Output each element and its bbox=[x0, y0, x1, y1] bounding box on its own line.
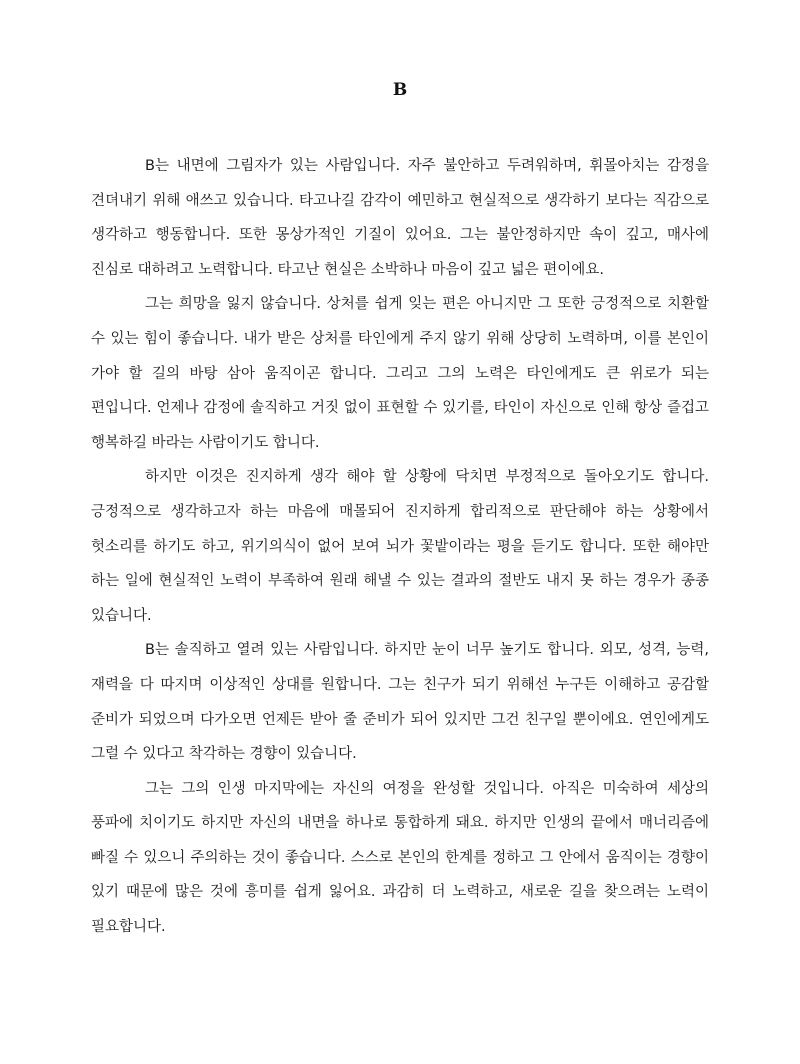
paragraph: B는 내면에 그림자가 있는 사람입니다. 자주 불안하고 두려워하며, 휘몰아치는 감정을 견뎌내기 위해 애쓰고 있습니다. 타고나길 감각이 예민하고 현실적으로 생각하기 보다는 직감으로 생각하고 행동합니다. 또한 몽상가적인 기질이 있어요. 그는 불안정하지만 속이 깊고, 매사에 진심로 대하려고 노력합니다. 타고난 현실은 소박하나 마음이 깊고 넓은 편이에요. bbox=[91, 158, 709, 278]
body-text bbox=[91, 149, 709, 945]
paragraph: 그는 희망을 잃지 않습니다. 상처를 쉽게 잊는 편은 아니지만 그 또한 긍정적으로 치환할 수 있는 힘이 좋습니다. 내가 받은 상처를 타인에게 주지 않기 위해 상당히 노력하며, 이를 본인이 가야 할 길의 바탕 삼아 움직이곤 합니다. 그리고 그의 노력은 타인에게도 큰 위로가 되는 편입니다. 언제나 감정에 솔직하고 거짓 없이 표현할 수 있기를, 타인이 자신으로 인해 항상 즐겁고 행복하길 바라는 사람이기도 합니다. bbox=[91, 296, 709, 451]
paragraph: 하지만 이것은 진지하게 생각 해야 할 상황에 닥치면 부정적으로 돌아오기도 합니다. 긍정적으로 생각하고자 하는 마음에 매몰되어 진지하게 합리적으로 판단해야 하는 상황에서 헛소리를 하기도 하고, 위기의식이 없어 보여 뇌가 꽃밭이라는 평을 듣기도 합니다. 또한 해야만 하는 일에 현실적인 노력이 부족하여 원래 해낼 수 있는 결과의 절반도 내지 못 하는 경우가 종종 있습니다. bbox=[91, 469, 709, 624]
page-title: B bbox=[392, 80, 408, 100]
paragraph: B는 솔직하고 열려 있는 사람입니다. 하지만 눈이 너무 높기도 합니다. 외모, 성격, 능력, 재력을 다 따지며 이상적인 상대를 원합니다. 그는 친구가 되기 위해선 누구든 이해하고 공감할 준비가 되었으며 다가오면 언제든 받아 줄 준비가 되어 있지만 그건 친구일 뿐이에요. 연인에게도 그럴 수 있다고 착각하는 경향이 있습니다. bbox=[91, 642, 709, 763]
paragraph: 그는 그의 인생 마지막에는 자신의 여정을 완성할 것입니다. 아직은 미숙하여 세상의 풍파에 치이기도 하지만 자신의 내면을 하나로 통합하게 돼요. 하지만 인생의 끝에서 매너리즘에 빠질 수 있으니 주의하는 것이 좋습니다. 스스로 본인의 한계를 정하고 그 안에서 움직이는 경향이 있기 때문에 많은 것에 흥미를 쉽게 잃어요. 과감히 더 노력하고, 새로운 길을 찾으려는 노력이 필요합니다. bbox=[91, 780, 709, 936]
